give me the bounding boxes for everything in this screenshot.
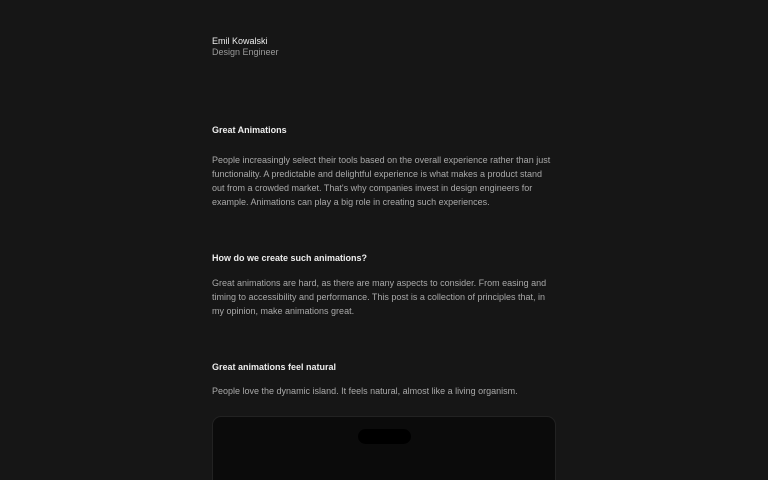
paragraph-line: out from a crowded market. That's why companies invest in design engineers for [212, 183, 533, 193]
section-paragraph-create-animations [212, 276, 560, 318]
paragraph-line: my opinion, make animations great. [212, 306, 355, 316]
section-paragraph-feel-natural [212, 384, 560, 398]
paragraph-line: Great animations are hard, as there are many aspects to consider. From easing and [212, 278, 547, 288]
author-role: Design Engineer [212, 47, 279, 57]
section-heading-feel-natural: Great animations feel natural [212, 362, 337, 372]
paragraph-line: People love the dynamic island. It feels natural, almost like a living organism. [212, 386, 518, 396]
section-heading-great-animations: Great Animations [212, 125, 287, 135]
paragraph-line: functionality. A predictable and delightful experience is what makes a product stand [212, 169, 543, 179]
paragraph-line: example. Animations can play a big role in creating such experiences. [212, 197, 490, 207]
section-heading-create-animations: How do we create such animations? [212, 253, 368, 263]
dynamic-island-demo-card [212, 416, 556, 480]
author-name: Emil Kowalski [212, 36, 268, 46]
dynamic-island[interactable] [358, 429, 411, 444]
paragraph-line: timing to accessibility and performance. This post is a collection of principles that, in [212, 292, 545, 302]
paragraph-line: People increasingly select their tools based on the overall experience rather than just [212, 155, 551, 165]
section-paragraph-great-animations [212, 153, 560, 209]
